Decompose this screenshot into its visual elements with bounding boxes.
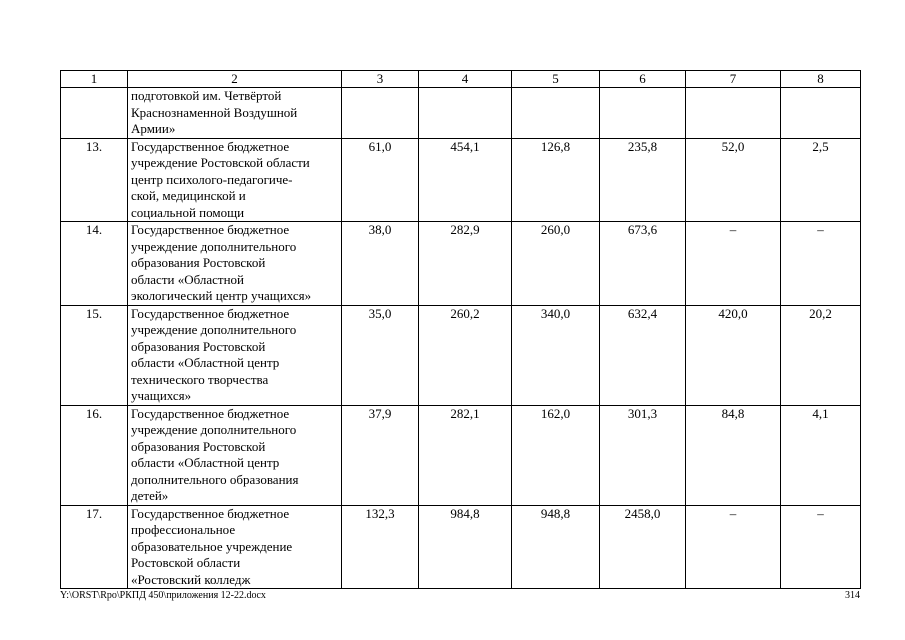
header-cell: 8 [781, 71, 861, 88]
institution-name-line: области «Областной центр [131, 455, 280, 470]
value-cell-col-6 [600, 88, 686, 139]
value-cell-col-7: – [686, 505, 781, 589]
table-body [61, 71, 861, 589]
value-cell-col-5: 340,0 [512, 305, 600, 405]
value-cell-col-7: 52,0 [686, 138, 781, 222]
value-cell-col-8: – [781, 222, 861, 306]
institution-name-line: учащихся» [131, 388, 192, 403]
value-cell-col-5: 260,0 [512, 222, 600, 306]
row-number-cell: 17. [61, 505, 128, 589]
institution-name-line: центр психолого-педагогиче- [131, 171, 293, 187]
value-cell-col-8: 2,5 [781, 138, 861, 222]
value-cell-col-4: 282,9 [419, 222, 512, 306]
header-cell: 1 [61, 71, 128, 88]
value-cell-col-4: 260,2 [419, 305, 512, 405]
value-cell-col-6: 632,4 [600, 305, 686, 405]
institution-name-line: «Ростовский колледж [131, 571, 251, 587]
institution-name-line: Государственное бюджетное [131, 405, 290, 421]
value-cell-col-5: 126,8 [512, 138, 600, 222]
header-cell: 5 [512, 71, 600, 88]
header-cell: 4 [419, 71, 512, 88]
institution-name-cell [128, 222, 342, 306]
value-cell-col-6: 673,6 [600, 222, 686, 306]
institution-name-line: Государственное бюджетное [131, 222, 290, 237]
institution-name-line: области «Областной центр [131, 355, 280, 370]
row-number-cell: 15. [61, 305, 128, 405]
column-number-header-row [61, 71, 861, 88]
value-cell-col-6: 301,3 [600, 405, 686, 505]
institution-name-line: подготовкой им. Четвёртой [131, 88, 282, 103]
row-number-cell: 14. [61, 222, 128, 306]
value-cell-col-8: 20,2 [781, 305, 861, 405]
institution-name-line: экологический центр учащихся» [131, 288, 312, 303]
institution-name-line: Государственное бюджетное [131, 138, 290, 154]
institution-name-line: Краснознаменной Воздушной [131, 104, 298, 120]
header-cell: 6 [600, 71, 686, 88]
institution-name-line: детей» [131, 488, 169, 503]
value-cell-col-3: 38,0 [342, 222, 419, 306]
institution-name-cell [128, 505, 342, 589]
row-number-cell: 13. [61, 138, 128, 222]
institution-name-line: Государственное бюджетное [131, 505, 290, 521]
table-row [61, 305, 861, 405]
value-cell-col-7 [686, 88, 781, 139]
value-cell-col-4: 454,1 [419, 138, 512, 222]
value-cell-col-4 [419, 88, 512, 139]
institution-name-line: образования Ростовской [131, 438, 266, 454]
institution-name-line: Ростовской области [131, 555, 241, 570]
institution-name-line: образования Ростовской [131, 338, 266, 354]
value-cell-col-3 [342, 88, 419, 139]
table-row [61, 405, 861, 505]
document-table [60, 70, 861, 589]
institution-name-cell [128, 138, 342, 222]
value-cell-col-3: 37,9 [342, 405, 419, 505]
value-cell-col-3: 132,3 [342, 505, 419, 589]
header-cell: 7 [686, 71, 781, 88]
table-row [61, 88, 861, 139]
value-cell-col-3: 61,0 [342, 138, 419, 222]
institution-name-line: учреждение дополнительного [131, 322, 297, 337]
footer-page-number: 314 [845, 590, 860, 601]
table-row [61, 222, 861, 306]
institution-name-cell [128, 88, 342, 139]
value-cell-col-5: 162,0 [512, 405, 600, 505]
table-row [61, 505, 861, 589]
value-cell-col-5 [512, 88, 600, 139]
value-cell-col-6: 235,8 [600, 138, 686, 222]
institution-name-line: Армии» [131, 121, 176, 136]
institution-name-line: учреждение дополнительного [131, 422, 297, 437]
value-cell-col-4: 282,1 [419, 405, 512, 505]
value-cell-col-7: 84,8 [686, 405, 781, 505]
value-cell-col-8: 4,1 [781, 405, 861, 505]
institution-name-line: учреждение Ростовской области [131, 155, 310, 170]
value-cell-col-5: 948,8 [512, 505, 600, 589]
value-cell-col-4: 984,8 [419, 505, 512, 589]
table-row [61, 138, 861, 222]
row-number-cell: 16. [61, 405, 128, 505]
footer-file-path: Y:\ORST\Rpo\РКПД 450\приложения 12-22.docx [60, 590, 266, 601]
header-cell: 3 [342, 71, 419, 88]
value-cell-col-7: 420,0 [686, 305, 781, 405]
institution-name-cell [128, 305, 342, 405]
value-cell-col-8: – [781, 505, 861, 589]
header-cell: 2 [128, 71, 342, 88]
value-cell-col-3: 35,0 [342, 305, 419, 405]
institution-name-line: области «Областной [131, 271, 245, 287]
institution-name-line: технического творчества [131, 371, 269, 387]
institution-name-line: дополнительного образования [131, 471, 299, 487]
value-cell-col-7: – [686, 222, 781, 306]
value-cell-col-6: 2458,0 [600, 505, 686, 589]
institution-name-cell [128, 405, 342, 505]
institution-name-line: ской, медицинской и [131, 188, 246, 203]
institution-name-line: учреждение дополнительного [131, 238, 297, 254]
value-cell-col-8 [781, 88, 861, 139]
institution-name-line: образовательное учреждение [131, 538, 293, 554]
institution-name-line: профессиональное [131, 522, 236, 537]
institution-name-line: образования Ростовской [131, 255, 266, 270]
institution-name-line: социальной помощи [131, 204, 245, 220]
institution-name-line: Государственное бюджетное [131, 305, 290, 321]
row-number-cell [61, 88, 128, 139]
